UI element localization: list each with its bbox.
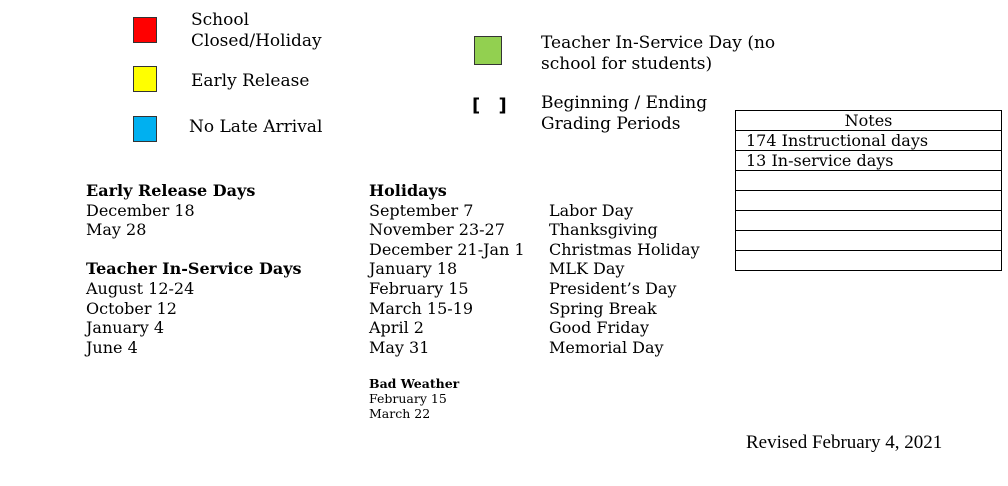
holidays-heading: Holidays (369, 181, 447, 200)
legend-label-no-late-arrival: No Late Arrival (189, 117, 323, 137)
early-release-date: May 28 (86, 220, 147, 240)
notes-row (736, 231, 1002, 251)
notes-row (736, 211, 1002, 231)
legend-label-school-closed: School Closed/Holiday (191, 10, 322, 51)
inservice-date: October 12 (86, 298, 177, 318)
holiday-date: April 2 (369, 318, 424, 338)
legend-swatch-no-late-arrival (133, 116, 157, 142)
inservice-date: June 4 (86, 337, 138, 357)
holidays-dates (369, 181, 525, 357)
inservice-heading: Teacher In-Service Days (86, 259, 302, 279)
inservice-date: August 12-24 (86, 278, 195, 298)
holiday-name: President’s Day (549, 278, 677, 298)
early-release-heading: Early Release Days (86, 181, 256, 200)
holiday-name: Good Friday (549, 318, 650, 338)
bad-weather-date: February 15 (369, 391, 447, 406)
holiday-name: Labor Day (549, 200, 634, 220)
bad-weather-heading: Bad Weather (369, 376, 460, 391)
notes-row (736, 171, 1002, 191)
legend-swatch-early-release (133, 66, 157, 92)
holiday-name: Thanksgiving (549, 220, 658, 240)
bad-weather-date: March 22 (369, 406, 431, 421)
early-release-section (86, 181, 302, 357)
legend-label-teacher-inservice: Teacher In-Service Day (no school for students) (541, 33, 776, 74)
holiday-name: Christmas Holiday (549, 239, 700, 259)
holiday-date: November 23-27 (369, 220, 505, 240)
legend-label-grading-periods: Beginning / Ending Grading Periods (541, 93, 708, 134)
notes-row (736, 191, 1002, 211)
notes-row: 174 Instructional days (736, 131, 1002, 151)
legend-swatch-teacher-inservice (474, 36, 502, 65)
holiday-name: Spring Break (549, 298, 657, 318)
holiday-date: February 15 (369, 278, 469, 298)
holiday-date: December 21-Jan 1 (369, 239, 525, 259)
grading-period-bracket-icon: [ ] (472, 95, 507, 116)
holiday-date: May 31 (369, 337, 430, 357)
notes-table (735, 110, 1002, 271)
holiday-name: MLK Day (549, 259, 625, 279)
bad-weather-section (369, 376, 459, 421)
holiday-date: January 18 (369, 259, 458, 279)
inservice-date: January 4 (86, 318, 165, 338)
legend-label-early-release: Early Release (191, 71, 310, 91)
notes-title: Notes (736, 111, 1002, 131)
early-release-date: December 18 (86, 200, 195, 220)
legend-swatch-school-closed (133, 17, 157, 43)
notes-row (736, 251, 1002, 271)
holiday-date: September 7 (369, 200, 474, 220)
holiday-date: March 15-19 (369, 298, 474, 318)
holidays-names (549, 201, 700, 358)
revised-date: Revised February 4, 2021 (746, 432, 943, 453)
notes-row: 13 In-service days (736, 151, 1002, 171)
holiday-name: Memorial Day (549, 337, 664, 357)
